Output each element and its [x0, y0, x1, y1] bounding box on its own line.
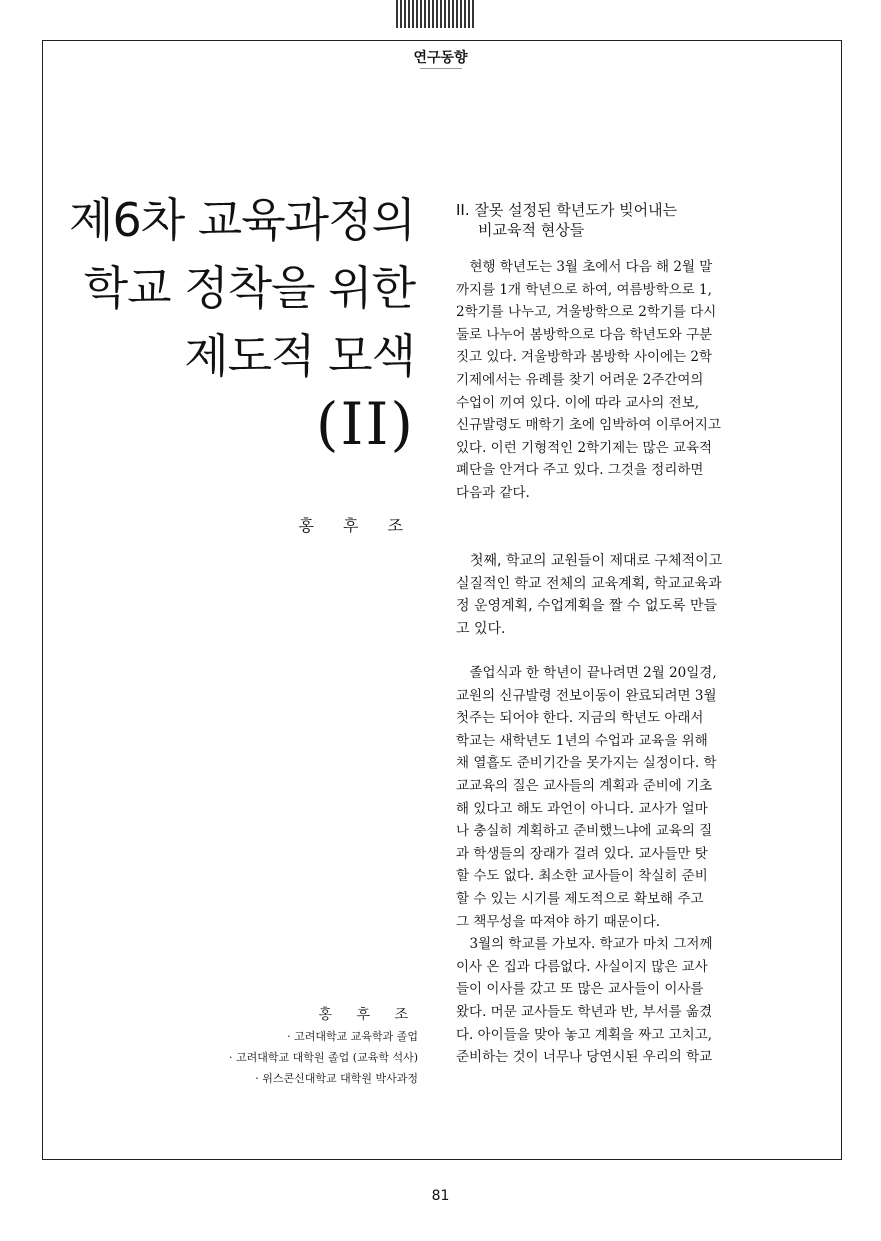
text-line: 2학기를 나누고, 겨울방학으로 2학기를 다시: [456, 304, 717, 321]
heading-line-1: II. 잘못 설정된 학년도가 빚어내는: [456, 201, 678, 219]
text-line: 교교육의 질은 교사들의 계획과 준비에 기초: [456, 777, 713, 794]
article-author: 홍 후 조: [298, 516, 415, 535]
bio-item: · 위스콘신대학교 대학원 박사과정: [255, 1072, 418, 1085]
text-line: 첫째, 학교의 교원들이 제대로 구체적이고: [470, 553, 723, 569]
heading-line-2: 비교육적 현상들: [478, 221, 585, 239]
text-line: 다음과 같다.: [456, 484, 530, 501]
paragraph-2: [456, 550, 761, 640]
text-line: 준비하는 것이 너무나 당연시된 우리의 학교: [456, 1049, 713, 1066]
text-line: 현행 학년도는 3월 초에서 다음 해 2월 말: [469, 259, 713, 275]
title-line-1: 제6차 교육과정의: [69, 193, 415, 247]
section-tag-underline: [420, 68, 462, 69]
text-line: 고 있다.: [456, 620, 506, 637]
text-line: 수업이 끼여 있다. 이에 따라 교사의 전보,: [456, 394, 699, 411]
text-line: 할 수 있는 시기를 제도적으로 확보해 주고: [456, 890, 704, 907]
text-line: 신규발령도 매학기 초에 임박하여 이루어지고: [456, 417, 721, 434]
text-line: 3월의 학교를 가보자. 학교가 마치 그저께: [469, 936, 713, 953]
text-line: 할 수도 없다. 최소한 교사들이 착실히 준비: [456, 868, 708, 885]
text-line: 들이 이사를 갔고 또 많은 교사들이 이사를: [456, 981, 704, 998]
text-line: 학교는 새학년도 1년의 수업과 교육을 위해: [456, 732, 708, 749]
text-line: 있다. 이런 기형적인 2학기제는 많은 교육적: [456, 439, 713, 456]
text-line: 그 책무성을 따져야 하기 때문이다.: [456, 913, 661, 930]
bio-item: · 고려대학교 대학원 졸업 (교육학 석사): [229, 1051, 418, 1064]
text-line: 과 학생들의 장래가 걸려 있다. 교사들만 탓: [456, 845, 708, 862]
text-line: 나 충실히 계획하고 준비했느냐에 교육의 질: [456, 823, 713, 840]
paragraph-1: [456, 256, 761, 505]
text-line: 까지를 1개 학년으로 하여, 여름방학으로 1,: [456, 281, 712, 298]
text-line: 졸업식과 한 학년이 끝나려면 2월 20일경,: [469, 665, 717, 681]
article-title: [60, 186, 415, 458]
text-line: 짓고 있다. 겨울방학과 봄방학 사이에는 2학: [456, 349, 713, 366]
title-line-4: (II): [315, 390, 415, 458]
text-line: 왔다. 머문 교사들도 학년과 반, 부서를 옮겼: [456, 1003, 713, 1020]
text-line: 기제에서는 유례를 찾기 어려운 2주간여의: [456, 371, 704, 388]
text-line: 채 열흘도 준비기간을 못가지는 실정이다. 학: [456, 755, 717, 772]
text-line: 폐단을 안겨다 주고 있다. 그것을 정리하면: [456, 462, 704, 479]
text-line: 해 있다고 해도 과언이 아니다. 교사가 얼마: [456, 800, 708, 817]
bio-item: · 고려대학교 교육학과 졸업: [287, 1030, 418, 1043]
section-heading: [456, 200, 761, 240]
text-line: 첫주는 되어야 한다. 지금의 학년도 아래서: [456, 710, 704, 727]
section-tag: 연구동향: [413, 50, 468, 66]
text-line: 둘로 나누어 봄방학으로 다음 학년도와 구분: [456, 326, 713, 343]
text-line: 이사 온 집과 다름없다. 사실이지 많은 교사: [456, 958, 708, 975]
text-line: 다. 아이들을 맞아 놓고 계획을 짜고 고치고,: [456, 1026, 713, 1043]
text-line: 실질적인 학교 전체의 교육계획, 학교교육과: [456, 575, 722, 592]
text-line: 정 운영계획, 수업계획을 짤 수 없도록 만들: [456, 598, 718, 615]
title-line-2: 학교 정착을 위한: [83, 261, 415, 315]
text-line: 교원의 신규발령 전보이동이 완료되려면 3월: [456, 687, 717, 704]
author-bio: [150, 1004, 418, 1089]
page-number: 81: [431, 1188, 450, 1204]
bio-name: 홍 후 조: [318, 1007, 418, 1023]
title-line-3: 제도적 모색: [184, 329, 415, 383]
header-stamp-mark: [396, 0, 474, 28]
paragraph-3: [456, 662, 761, 1069]
